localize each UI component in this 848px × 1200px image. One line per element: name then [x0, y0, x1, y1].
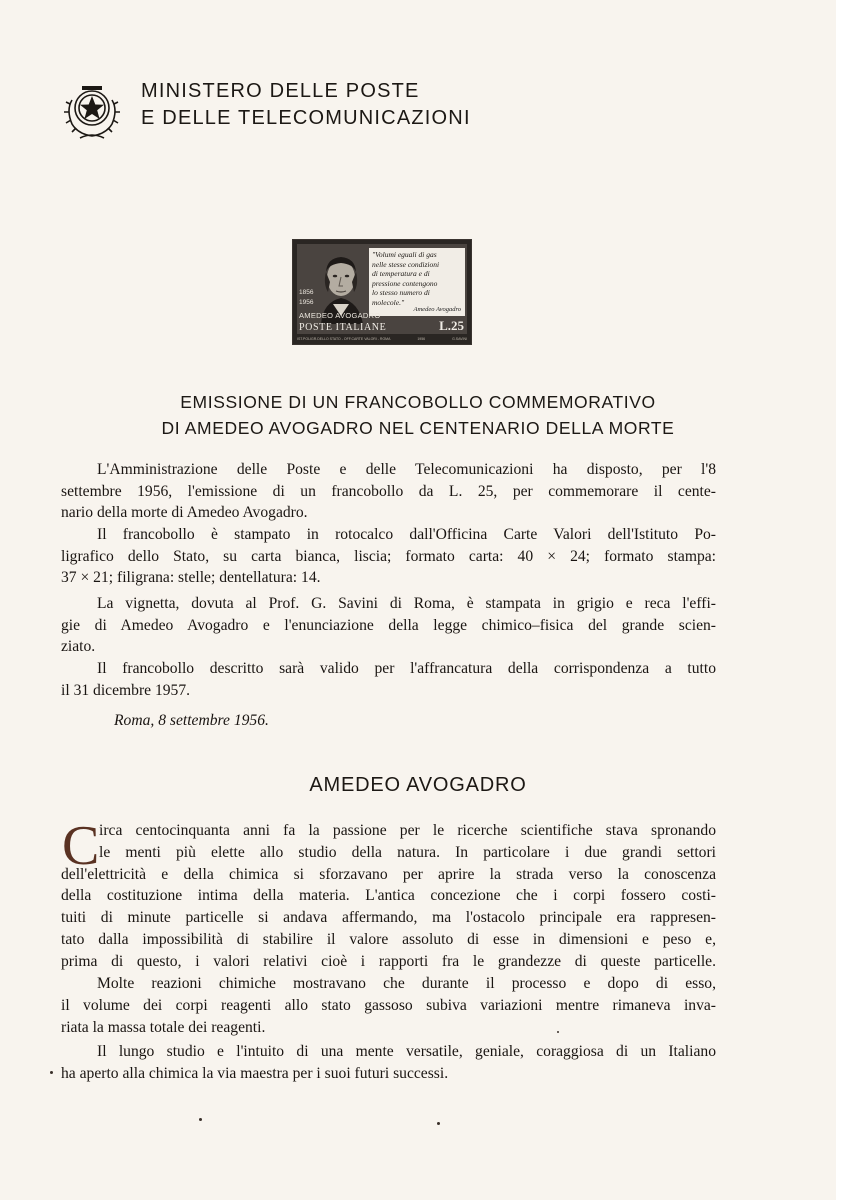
text-line: Molte reazioni chimiche mostravano che durante il processo e dopo di esso,	[97, 975, 716, 992]
stamp-year-death: 1956	[299, 299, 314, 306]
biography-title: AMEDEO AVOGADRO	[309, 774, 527, 796]
scan-speck	[437, 1122, 440, 1125]
stamp-country: POSTE ITALIANE	[299, 322, 387, 333]
text-line: della costituzione intima della materia. L'antica concezione che i corpi fossero costi-	[61, 887, 716, 905]
stamp-years	[299, 288, 319, 308]
scan-speck	[557, 1031, 559, 1033]
issue-paragraph-4	[61, 658, 716, 701]
ministry-line-2: E DELLE TELECOMUNICAZIONI	[141, 107, 471, 129]
stamp-imprint	[297, 335, 467, 343]
biography-paragraph-2	[61, 973, 716, 1038]
stamp-imprint-left: IST.POLIGR.DELLO STATO - OFF.CARTE VALORI - ROMA	[297, 337, 391, 341]
stamp-vignette	[297, 244, 467, 334]
text-line: 37 × 21; filigrana: stelle; dentellatura: 14.	[61, 569, 321, 586]
text-line: ligrafico dello Stato, su carta bianca, liscia; formato carta: 40 × 24; formato stampa:	[61, 547, 716, 565]
issue-paragraph-2	[61, 524, 716, 589]
scan-speck	[199, 1118, 202, 1121]
stamp-quote: "Volumi eguali di gas nelle stesse condizioni di temperatura e di pressione contengono lo stesso numero di molecole."	[369, 248, 465, 316]
postage-stamp	[293, 240, 471, 344]
text-line: dell'elettricità e della chimica si sforzavano per aprire la strada verso la conoscenza	[61, 865, 716, 883]
text-line: ziato.	[61, 638, 96, 655]
stamp-value: L.25	[439, 318, 464, 333]
issue-title-line-2: DI AMEDEO AVOGADRO NEL CENTENARIO DELLA MORTE	[161, 418, 675, 438]
stamp-imprint-right: G.SAVINI	[452, 337, 467, 341]
scan-speck	[50, 1071, 53, 1074]
stamp-year-birth: 1856	[299, 289, 314, 296]
text-line: irca centocinquanta anni fa la passione per le ricerche scientifiche stava spronando	[99, 822, 716, 839]
stamp-imprint-mid: 1956	[417, 337, 426, 341]
scan-margin	[836, 0, 848, 1200]
text-line: tato dalla impossibilità di stabilire il valore assoluto di esse in dimensioni e peso e,	[61, 930, 716, 948]
stamp-signature: Amedeo Avogadro	[413, 306, 461, 313]
drop-cap: C	[62, 815, 100, 877]
stamp-name: AMEDEO AVOGADRO	[299, 311, 381, 320]
text-line: il volume dei corpi reagenti allo stato gassoso subiva variazioni mentre rimaneva inva-	[61, 996, 716, 1014]
text-line: Il francobollo descritto sarà valido per l'affrancatura della corrispondenza a tutto	[97, 660, 716, 677]
issue-paragraph-1	[61, 459, 716, 524]
text-line: Il lungo studio e l'intuito di una mente versatile, geniale, coraggiosa di un Italiano	[97, 1043, 716, 1060]
text-line: La vignetta, dovuta al Prof. G. Savini di Roma, è stampata in grigio e reca l'effi-	[97, 595, 716, 612]
ministry-heading	[141, 78, 471, 132]
text-line: nario della morte di Amedeo Avogadro.	[61, 504, 308, 521]
place-date: Roma, 8 settembre 1956.	[114, 712, 269, 729]
biography-paragraph-3	[61, 1041, 716, 1085]
text-line: settembre 1956, l'emissione di un francobollo da L. 25, per commemorare il cente-	[61, 482, 716, 500]
text-line: tuiti di minute particelle si andava affermando, ma l'ostacolo principale era rappresen-	[61, 909, 716, 927]
text-line: le menti più elette allo studio della natura. In particolare i due grandi settori	[99, 843, 716, 861]
text-line: Il francobollo è stampato in rotocalco dall'Officina Carte Valori dell'Istituto Po-	[97, 526, 716, 543]
text-line: L'Amministrazione delle Poste e delle Telecomunicazioni ha disposto, per l'8	[97, 461, 716, 478]
italian-republic-emblem-icon	[62, 78, 122, 142]
issue-title-line-1: EMISSIONE DI UN FRANCOBOLLO COMMEMORATIVO	[180, 392, 656, 412]
text-line: il 31 dicembre 1957.	[61, 681, 191, 699]
place: Roma	[114, 712, 151, 729]
ministry-line-1: MINISTERO DELLE POSTE	[141, 80, 420, 102]
date: 8 settembre 1956.	[158, 712, 269, 729]
text-line: riata la massa totale dei reagenti.	[61, 1018, 266, 1036]
text-line: prima di questo, i valori relativi cioè i rapporti fra le grandezze di queste particelle.	[61, 952, 716, 970]
biography-paragraph-1	[61, 815, 716, 973]
issue-paragraph-3	[61, 593, 716, 658]
text-line: gie di Amedeo Avogadro e l'enunciazione della legge chimico–fisica del grande scien-	[61, 616, 716, 634]
text-line: ha aperto alla chimica la via maestra per i suoi futuri successi.	[61, 1064, 449, 1082]
